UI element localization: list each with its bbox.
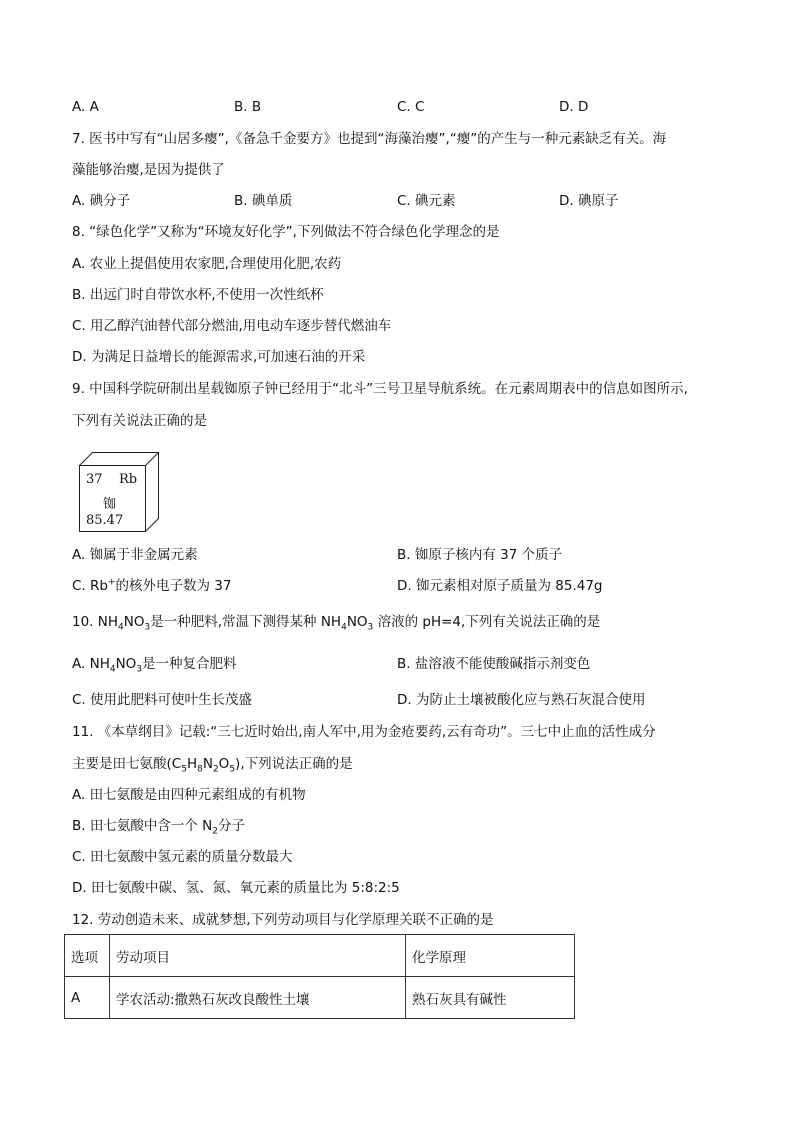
q11-option-c: C. 田七氨酸中氢元素的质量分数最大 [72,849,293,865]
table-header-principle: 化学原理 [406,935,575,977]
q8-option-d: D. 为满足日益增长的能源需求,可加速石油的开采 [72,349,366,365]
table-cell-option: A [65,977,110,1019]
q7-option-b: B. 碘单质 [234,193,293,209]
q11-stem-line1: 11. 《本草纲目》记载:“三七近时始出,南人军中,用为金疮要药,云有奇功”。三七中止血的活性成分 [72,724,656,740]
q12-stem: 12. 劳动创造未来、成就梦想,下列劳动项目与化学原理关联不正确的是 [72,912,494,928]
q7-stem-line2: 藻能够治瘿,是因为提供了 [72,162,225,178]
q9-option-d: D. 铷元素相对原子质量为 85.47g [397,578,603,594]
q6-option-c: C. C [397,99,425,115]
table-header-labor: 劳动项目 [110,935,406,977]
element-atomic-number: 37 [86,472,103,487]
table-cell-principle: 熟石灰具有碱性 [406,977,575,1019]
q8-option-c: C. 用乙醇汽油替代部分燃油,用电动车逐步替代燃油车 [72,318,392,334]
q7-option-a: A. 碘分子 [72,193,131,209]
table-cell-labor: 学农活动:撒熟石灰改良酸性土壤 [110,977,406,1019]
q6-option-b: B. B [234,99,262,115]
q11-stem-line2: 主要是田七氨酸$(C_5H_8N_2O_5)$,下列说法正确的是 [72,756,353,775]
rubidium-element-cell [79,452,169,538]
q6-option-a: A. A [72,99,99,115]
element-name: 铷 [103,497,117,512]
q11-option-b: B. 田七氨酸中含一个 $N_2$分子 [72,818,245,837]
element-atomic-mass: 85.47 [86,513,124,528]
q7-option-c: C. 碘元素 [397,193,456,209]
element-symbol: Rb [119,472,138,487]
q10-option-c: C. 使用此肥料可使叶生长茂盛 [72,692,253,708]
q9-stem-line2: 下列有关说法正确的是 [72,413,207,429]
q9-option-b: B. 铷原子核内有 37 个质子 [397,547,563,563]
q10-stem: 10. $NH_4NO_3$是一种肥料,常温下测得某种 $NH_4NO_3$ 溶液的 pH=4,下列有关说法正确的是 [72,614,601,633]
table-header-option: 选项 [65,935,110,977]
q7-option-d: D. 碘原子 [559,193,619,209]
q11-option-a: A. 田七氨酸是由四种元素组成的有机物 [72,787,306,803]
formula-nh4no3: $NH_4NO_3$ [97,614,151,633]
q8-option-b: B. 出远门时自带饮水杯,不使用一次性纸杯 [72,287,324,303]
q12-table [64,934,575,1019]
formula-nh4no3: $NH_4NO_3$ [320,614,374,633]
q7-stem-line1: 7. 医书中写有“山居多瘿”,《备急千金要方》也提到“海藻治瘿”,“瘿”的产生与一种元素缺乏有关。海 [72,131,667,147]
q10-option-d: D. 为防止土壤被酸化应与熟石灰混合使用 [397,692,646,708]
formula-nh4no3: $NH_4NO_3$ [89,656,143,675]
q8-stem: 8. “绿色化学”又称为“环境友好化学”,下列做法不符合绿色化学理念的是 [72,224,500,240]
q9-stem-line1: 9. 中国科学院研制出星载铷原子钟已经用于“北斗”三号卫星导航系统。在元素周期表中的信息如图所示, [72,381,688,397]
q6-option-d: D. D [559,99,589,115]
q9-option-a: A. 铷属于非金属元素 [72,547,198,563]
table-row [65,977,575,1019]
q9-option-c: C. Rb+的核外电子数为 37 [72,577,232,594]
q8-option-a: A. 农业上提倡使用农家肥,合理使用化肥,农药 [72,256,342,272]
q10-option-a: A. $NH_4NO_3$是一种复合肥料 [72,656,237,675]
table-header-row [65,935,575,977]
q11-option-d: D. 田七氨酸中碳、氢、氮、氧元素的质量比为 5:8:2:5 [72,880,400,896]
q10-option-b: B. 盐溶液不能使酸碱指示剂变色 [397,656,591,672]
